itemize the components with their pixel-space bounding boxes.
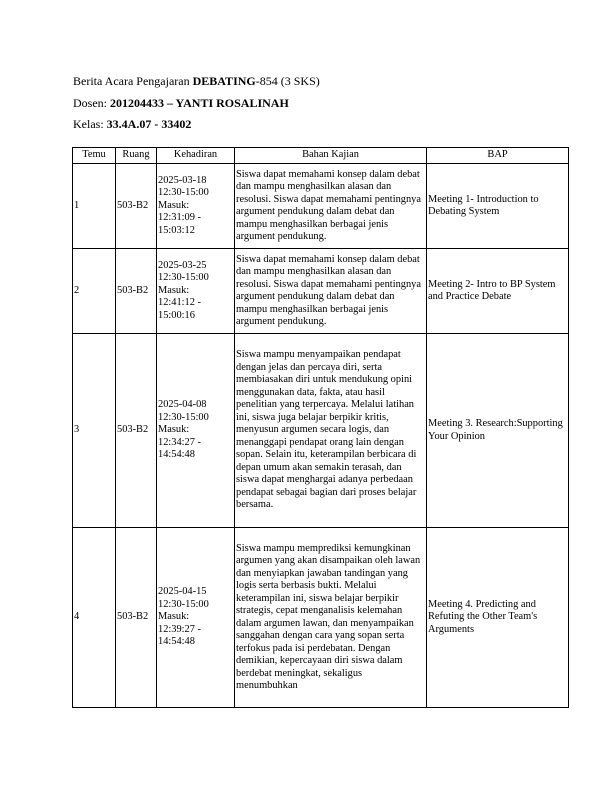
cell-bahan-kajian xyxy=(235,164,427,249)
table-row xyxy=(73,528,569,708)
cell-ruang: 503-B2 xyxy=(116,164,157,249)
header-bap: BAP xyxy=(427,148,569,164)
cell-bap: Meeting 2- Intro to BP System and Practice Debate xyxy=(427,249,569,334)
attendance-out-time: 15:00:16 xyxy=(158,309,195,321)
attendance-in-time: 12:31:09 - xyxy=(158,212,202,224)
cell-temu: 1 xyxy=(73,164,116,249)
table-row xyxy=(73,164,569,249)
header-kehadiran: Kehadiran xyxy=(157,148,235,164)
cell-bahan-kajian xyxy=(235,334,427,528)
cell-kehadiran xyxy=(157,528,235,708)
class-code: 33.4A.07 - 33402 xyxy=(106,117,192,131)
attendance-out-time: 15:03:12 xyxy=(158,224,195,236)
attendance-date: 2025-04-15 xyxy=(158,586,207,598)
cell-ruang: 503-B2 xyxy=(116,528,157,708)
cell-temu: 2 xyxy=(73,249,116,334)
bahan-kajian-text: Siswa mampu menyampaikan pendapat dengan jelas dan percaya diri, serta membiasakan diri untuk mendukung opini menggunakan data, fakta, atau hasil penelitian yang terpercaya. Melalui latihan ini, siswa juga belajar berpikir kritis, menyusun argumen secara logis, dan menanggapi pendapat orang lain dengan sopan. Selain itu, keterampilan berbicara di depan umum akan semakin terasah, dan siswa dapat menghargai adanya perbedaan pendapat sebagai bagian dari proses belajar bersama. xyxy=(236,349,417,511)
cell-kehadiran xyxy=(157,164,235,249)
header-temu: Temu xyxy=(73,148,116,164)
bahan-kajian-text: Siswa mampu memprediksi kemungkinan argumen yang akan disampaikan oleh lawan dan menyiapkan jawaban tandingan yang logis serta berbasis bukti. Melalui keterampilan ini, siswa belajar berpikir strategis, cepat menganalisis kelemahan dalam argumen lawan, dan menyampaikan sanggahan dengan cara yang sopan serta terfokus pada isi perdebatan. Dengan demikian, kepercayaan diri siswa dalam berdebat meningkat, sekaligus menumbuhkan xyxy=(236,542,421,691)
cell-bap: Meeting 4. Predicting and Refuting the Other Team's Arguments xyxy=(427,528,569,708)
attendance-masuk-label: Masuk: xyxy=(158,424,190,436)
attendance-masuk-label: Masuk: xyxy=(158,611,190,623)
header-ruang: Ruang xyxy=(116,148,157,164)
bahan-kajian-text: Siswa dapat memahami konsep dalam debat dan mampu menghasilkan alasan dan resolusi. Siswa dapat memahami pentingnya argument pendukung dalam debat dan mampu menghasilkan berbagai jenis argument pendukung. xyxy=(236,168,421,242)
attendance-out-time: 14:54:48 xyxy=(158,636,195,648)
attendance-schedule: 12:30-15:00 xyxy=(158,598,209,610)
attendance-date: 2025-03-25 xyxy=(158,259,207,271)
document-title xyxy=(73,74,320,88)
table-row xyxy=(73,249,569,334)
teaching-record-table xyxy=(72,147,569,708)
lecturer-label: Dosen: xyxy=(73,96,110,110)
cell-kehadiran xyxy=(157,249,235,334)
cell-temu: 4 xyxy=(73,528,116,708)
class-label: Kelas: xyxy=(73,117,107,131)
header-bahan-kajian: Bahan Kajian xyxy=(235,148,427,164)
attendance-out-time: 14:54:48 xyxy=(158,449,195,461)
table-header-row xyxy=(73,148,569,164)
attendance-schedule: 12:30-15:00 xyxy=(158,411,209,423)
cell-temu: 3 xyxy=(73,334,116,528)
lecturer-line xyxy=(73,96,289,110)
attendance-masuk-label: Masuk: xyxy=(158,199,190,211)
table-row xyxy=(73,334,569,528)
attendance-in-time: 12:41:12 - xyxy=(158,297,202,309)
cell-bahan-kajian xyxy=(235,249,427,334)
class-line xyxy=(73,117,191,131)
cell-bahan-kajian xyxy=(235,528,427,708)
attendance-date: 2025-04-08 xyxy=(158,399,207,411)
cell-ruang: 503-B2 xyxy=(116,249,157,334)
cell-ruang: 503-B2 xyxy=(116,334,157,528)
title-prefix: Berita Acara Pengajaran xyxy=(73,74,193,88)
attendance-schedule: 12:30-15:00 xyxy=(158,272,209,284)
attendance-date: 2025-03-18 xyxy=(158,174,207,186)
course-suffix: -854 (3 SKS) xyxy=(255,74,320,88)
attendance-in-time: 12:39:27 - xyxy=(158,623,202,635)
lecturer-name: 201204433 – YANTI ROSALINAH xyxy=(110,96,289,110)
attendance-masuk-label: Masuk: xyxy=(158,284,190,296)
bahan-kajian-text: Siswa dapat memahami konsep dalam debat dan mampu menghasilkan alasan dan resolusi. Siswa dapat memahami pentingnya argument pendukung dalam debat dan mampu menghasilkan berbagai jenis argument pendukung. xyxy=(236,253,421,327)
cell-kehadiran xyxy=(157,334,235,528)
course-code: DEBATING xyxy=(192,74,256,88)
attendance-schedule: 12:30-15:00 xyxy=(158,187,209,199)
cell-bap: Meeting 1- Introduction to Debating System xyxy=(427,164,569,249)
attendance-in-time: 12:34:27 - xyxy=(158,436,202,448)
cell-bap: Meeting 3. Research:Supporting Your Opinion xyxy=(427,334,569,528)
